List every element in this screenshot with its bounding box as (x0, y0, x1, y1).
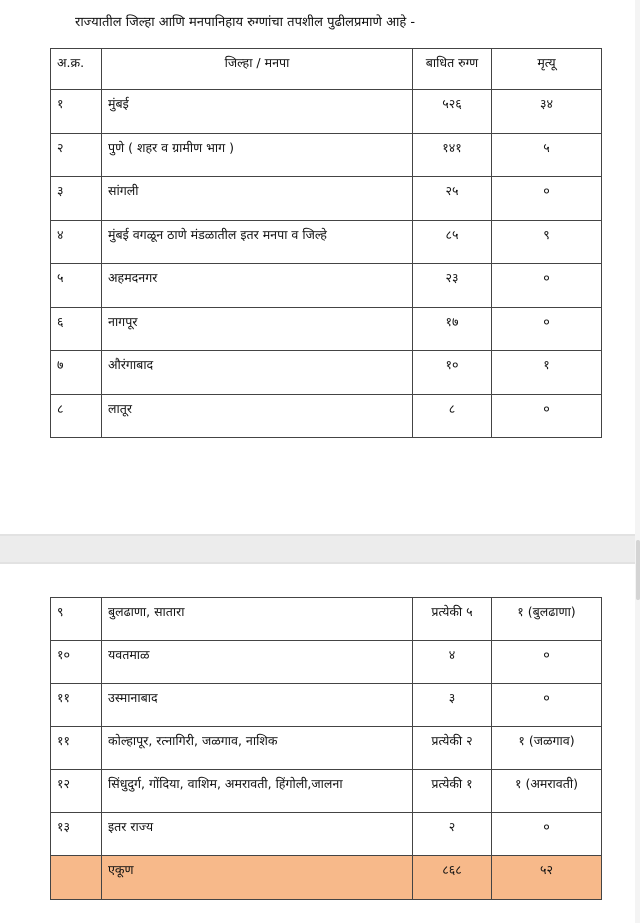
district-cell: मुंबई (102, 90, 413, 134)
district-cell: अहमदनगर (102, 264, 413, 308)
header-deaths: मृत्यू (492, 49, 602, 90)
vertical-scrollbar[interactable] (635, 0, 640, 923)
table-row (51, 220, 602, 264)
table-row (51, 770, 602, 813)
district-cell: पुणे ( शहर व ग्रामीण भाग ) (102, 133, 413, 177)
serial-cell: ३ (51, 177, 102, 221)
page-break-top-edge (0, 534, 640, 536)
header-cases: बाधित रुग्ण (413, 49, 492, 90)
serial-cell: १२ (51, 770, 102, 813)
header-district: जिल्हा / मनपा (102, 49, 413, 90)
serial-cell: ७ (51, 351, 102, 395)
header-serial: अ.क्र. (51, 49, 102, 90)
district-cell: बुलढाणा, सातारा (102, 598, 413, 641)
cases-cell: ८५ (413, 220, 492, 264)
deaths-cell: १ (जळगाव) (492, 727, 602, 770)
district-cell: मुंबई वगळून ठाणे मंडळातील इतर मनपा व जिल्हे (102, 220, 413, 264)
district-cell: लातूर (102, 394, 413, 438)
district-cases-table-page-2 (50, 597, 602, 900)
table-row (51, 727, 602, 770)
deaths-cell: ० (492, 813, 602, 856)
cases-cell: २३ (413, 264, 492, 308)
table-row (51, 351, 602, 395)
serial-cell: २ (51, 133, 102, 177)
cases-cell: ८ (413, 394, 492, 438)
cases-cell: ५२६ (413, 90, 492, 134)
serial-cell: ९ (51, 598, 102, 641)
deaths-cell: ० (492, 307, 602, 351)
deaths-cell: ५२ (492, 856, 602, 900)
serial-cell: ४ (51, 220, 102, 264)
intro-text: राज्यातील जिल्हा आणि मनपानिहाय रुग्णांचा तपशील पुढीलप्रमाणे आहे - (75, 15, 416, 30)
district-cell: औरंगाबाद (102, 351, 413, 395)
district-cell: यवतमाळ (102, 641, 413, 684)
cases-cell: ८६८ (413, 856, 492, 900)
serial-cell: ६ (51, 307, 102, 351)
deaths-cell: १ (492, 351, 602, 395)
deaths-cell: ५ (492, 133, 602, 177)
serial-cell: १ (51, 90, 102, 134)
cases-cell: १७ (413, 307, 492, 351)
cases-cell: प्रत्येकी २ (413, 727, 492, 770)
district-cell: सिंधुदुर्ग, गोंदिया, वाशिम, अमरावती, हिंगोली,जालना (102, 770, 413, 813)
cases-cell: २५ (413, 177, 492, 221)
table-row (51, 177, 602, 221)
table-row (51, 264, 602, 308)
cases-cell: ३ (413, 684, 492, 727)
table-row (51, 641, 602, 684)
cases-cell: ४ (413, 641, 492, 684)
cases-cell: प्रत्येकी ५ (413, 598, 492, 641)
serial-cell: ११ (51, 684, 102, 727)
deaths-cell: १ (अमरावती) (492, 770, 602, 813)
cases-cell: प्रत्येकी १ (413, 770, 492, 813)
cases-cell: १० (413, 351, 492, 395)
district-cell: कोल्हापूर, रत्नागिरी, जळगाव, नाशिक (102, 727, 413, 770)
table-row (51, 684, 602, 727)
deaths-cell: ० (492, 684, 602, 727)
table-row (51, 813, 602, 856)
cases-cell: २ (413, 813, 492, 856)
district-cell: उस्मानाबाद (102, 684, 413, 727)
table-header-row (51, 49, 602, 90)
table-row (51, 90, 602, 134)
deaths-cell: ० (492, 641, 602, 684)
scrollbar-thumb[interactable] (636, 540, 640, 600)
district-cell: नागपूर (102, 307, 413, 351)
table-row (51, 133, 602, 177)
district-cell: सांगली (102, 177, 413, 221)
total-row (51, 856, 602, 900)
table-row (51, 598, 602, 641)
serial-cell: १३ (51, 813, 102, 856)
page-break-bottom-edge (0, 562, 640, 564)
serial-cell: ११ (51, 727, 102, 770)
district-cell: इतर राज्य (102, 813, 413, 856)
district-cases-table-page-1 (50, 48, 602, 438)
deaths-cell: ९ (492, 220, 602, 264)
page-break (0, 534, 640, 564)
deaths-cell: १ (बुलढाणा) (492, 598, 602, 641)
cases-cell: १४१ (413, 133, 492, 177)
table-row (51, 394, 602, 438)
deaths-cell: ० (492, 177, 602, 221)
table-row (51, 307, 602, 351)
district-cell: एकूण (102, 856, 413, 900)
serial-cell: ५ (51, 264, 102, 308)
deaths-cell: ३४ (492, 90, 602, 134)
serial-cell (51, 856, 102, 900)
serial-cell: ८ (51, 394, 102, 438)
deaths-cell: ० (492, 264, 602, 308)
serial-cell: १० (51, 641, 102, 684)
deaths-cell: ० (492, 394, 602, 438)
